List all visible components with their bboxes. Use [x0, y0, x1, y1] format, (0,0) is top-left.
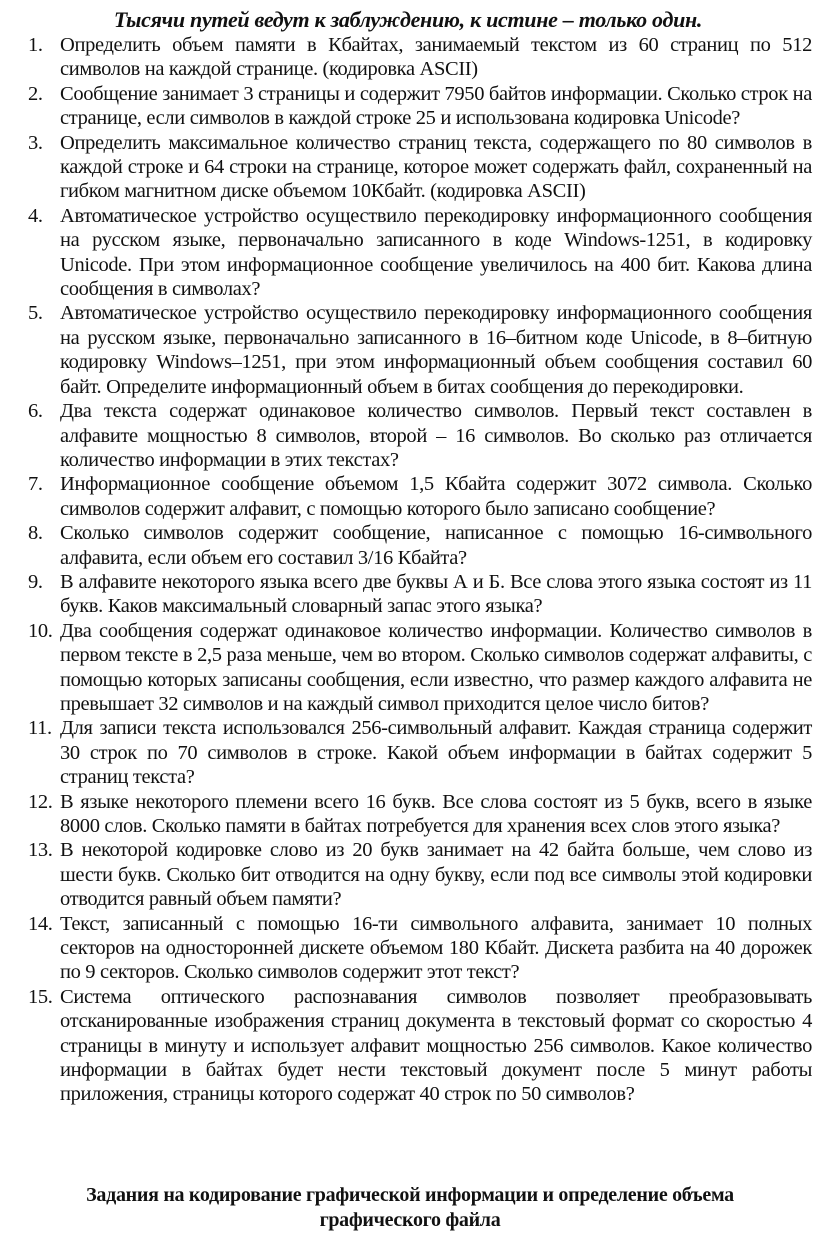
task-number: 5. — [28, 302, 43, 325]
task-item — [0, 716, 816, 789]
task-number: 12. — [28, 790, 53, 813]
epigraph: Тысячи путей ведут к заблуждению, к истине – только один. — [113, 7, 703, 32]
task-number: 6. — [28, 400, 43, 423]
task-number: 13. — [28, 839, 53, 862]
task-text: В некоторой кодировке слово из 20 букв занимает на 42 байта больше, чем слово из шести букв. Сколько бит отводится на одну букву, если под все символы этой кодировки отводится равный объем памяти? — [60, 839, 812, 911]
task-number: 3. — [28, 131, 43, 154]
task-item — [0, 301, 816, 399]
task-number: 11. — [28, 717, 52, 740]
task-item — [0, 570, 816, 619]
task-list — [0, 33, 816, 1107]
task-text: Определить объем памяти в Кбайтах, занимаемый текстом из 60 страниц по 512 символов на каждой странице. (кодировка ASCII) — [60, 34, 812, 81]
task-item — [0, 619, 816, 717]
task-text: В алфавите некоторого языка всего две буквы А и Б. Все слова этого языка состоят из 11 букв. Каков максимальный словарный запас этого языка? — [60, 570, 812, 618]
task-text: Автоматическое устройство осуществило перекодировку информационного сообщения на русском языке, первоначально записанного в коде Windows-1251, в кодировку Unicode. При этом информационное сообщение увеличилось на 400 бит. Какова длина сообщения в символах? — [60, 204, 812, 301]
task-number: 14. — [28, 912, 53, 935]
task-text: Два сообщения содержат одинаковое количество информации. Количество символов в первом тексте в 2,5 раза меньше, чем во втором. Сколько символов содержат алфавиты, с помощью которых записаны сообщения, если известно, что размер каждого алфавита не превышает 32 символов и на каждый символ приходится целое число битов? — [60, 619, 812, 715]
task-item — [0, 472, 816, 521]
task-item — [0, 985, 816, 1107]
task-item — [0, 33, 816, 82]
task-text: Сколько символов содержит сообщение, написанное с помощью 16-символьного алфавита, если объем его составил 3/16 Кбайта? — [60, 522, 812, 569]
task-text: Текст, записанный с помощью 16-ти символьного алфавита, занимает 10 полных секторов на односторонней дискете объемом 180 Кбайт. Дискета разбита на 40 дорожек по 9 секторов. Сколько символов содержит этот текст? — [60, 912, 812, 984]
task-text: Система оптического распознавания символов позволяет преобразовывать отсканированные изображения страниц документа в текстовый формат со скоростью 4 страницы в минуту и использует алфавит мощностью 256 символов. Какое количество информации в байтах будет нести текстовый документ после 5 минут работы приложения, страницы которого содержат 40 строк по 50 символов? — [60, 985, 812, 1106]
task-text: Два текста содержат одинаковое количество символов. Первый текст составлен в алфавите мощностью 8 символов, второй – 16 символов. Во сколько раз отличается количество информации в этих текстах? — [60, 400, 812, 471]
task-number: 4. — [28, 204, 43, 227]
task-item — [0, 912, 816, 985]
task-text: Информационное сообщение объемом 1,5 Кбайта содержит 3072 символа. Сколько символов содержит алфавит, с помощью которого было записано сообщение? — [60, 473, 812, 520]
task-number: 15. — [28, 985, 53, 1008]
task-number: 9. — [28, 570, 43, 593]
section-heading: Задания на кодирование графической информации и определение объема графического файла — [86, 1184, 734, 1231]
task-item — [0, 82, 816, 131]
task-item — [0, 399, 816, 472]
task-text: Определить максимальное количество страниц текста, содержащего по 80 символов в каждой строке и 64 строки на странице, которое может содержать файл, сохраненный на гибком магнитном диске объемом 10Кбайт. (кодировка ASCII) — [60, 131, 812, 203]
task-number: 1. — [28, 34, 43, 56]
task-text: Автоматическое устройство осуществило перекодировку информационного сообщения на русском языке, первоначально записанного в 16–битном коде Unicode, в 8–битную кодировку Windows–1251, при этом информационный объем сообщения составил 60 байт. Определите информационный объем в битах сообщения до перекодировки. — [60, 302, 812, 398]
task-text: Для записи текста использовался 256-символьный алфавит. Каждая страница содержит 30 строк по 70 символов в строке. Какой объем информации в байтах содержит 5 страниц текста? — [60, 717, 812, 789]
task-item — [0, 204, 816, 302]
task-number: 10. — [28, 619, 53, 642]
task-item — [0, 521, 816, 570]
task-number: 2. — [28, 82, 43, 105]
task-item — [0, 790, 816, 839]
task-item — [0, 838, 816, 911]
task-text: Сообщение занимает 3 страницы и содержит 7950 байтов информации. Сколько строк на странице, если символов в каждой строке 25 и использована кодировка Unicode? — [60, 82, 812, 130]
task-item — [0, 131, 816, 204]
task-number: 8. — [28, 522, 43, 545]
task-text: В языке некоторого племени всего 16 букв. Все слова состоят из 5 букв, всего в языке 8000 слов. Сколько памяти в байтах потребуется для хранения всех слов этого языка? — [60, 790, 812, 837]
task-number: 7. — [28, 473, 43, 496]
